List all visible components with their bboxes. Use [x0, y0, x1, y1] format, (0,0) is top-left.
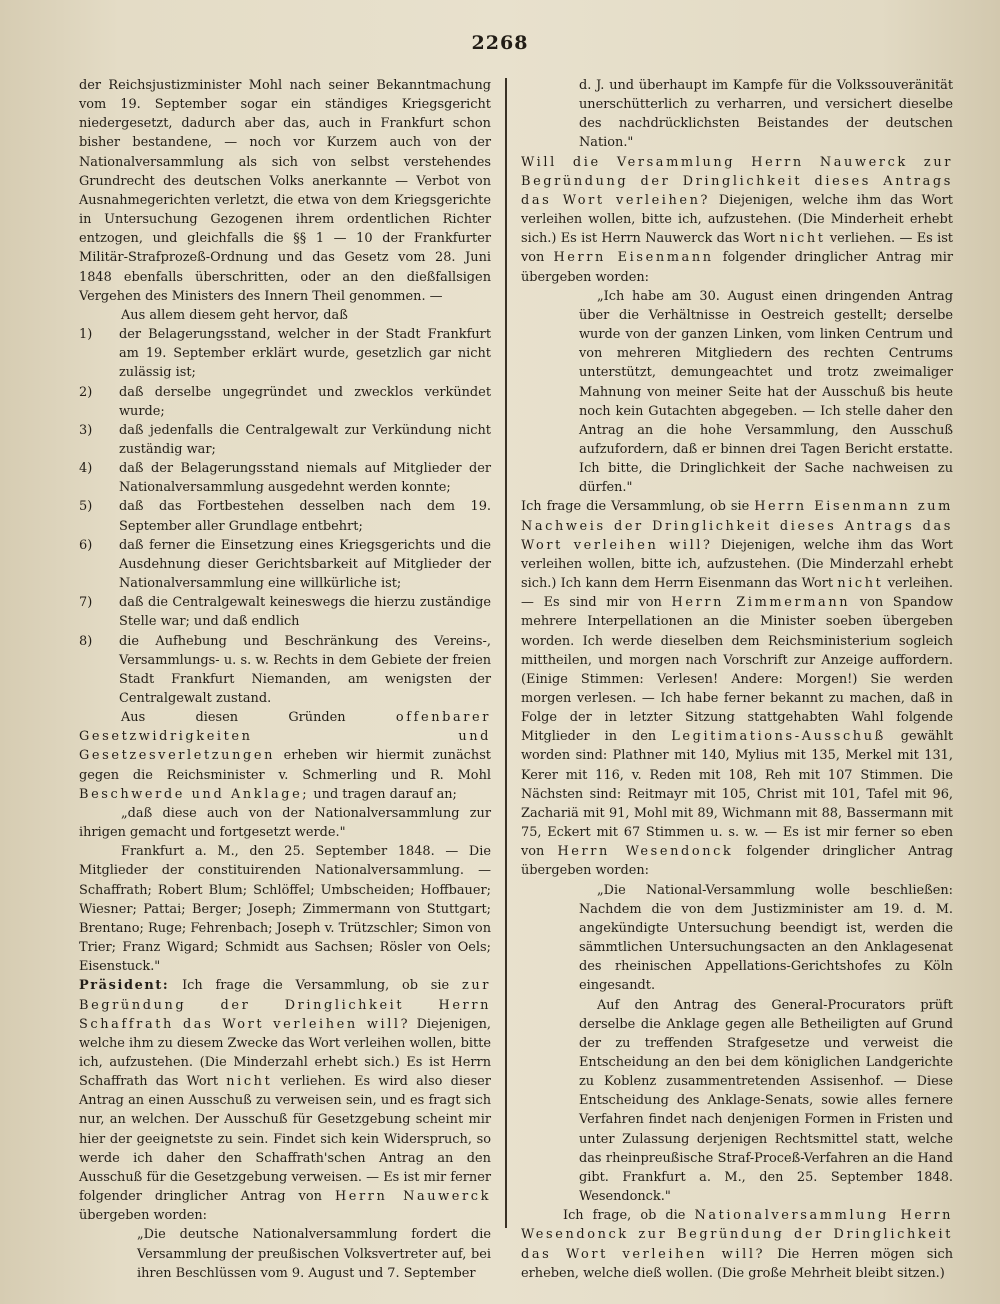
list-item: 1) der Belagerungsstand, welcher in der Stadt Frankfurt am 19. September erklärt wurde, gesetzlich gar nicht zulässig ist; [79, 327, 491, 381]
paragraph: Ich frage, ob die Nationalversammlung Herrn Wesendonck zur Begründung der Dringlichkeit das Wort verleihen will? Die Herren mögen sich erheben, welche dieß wollen. (Die große Mehrheit bleibt sitzen.) [521, 1208, 953, 1281]
speaker-label: Präsident: [79, 978, 170, 994]
page-number: 2268 [471, 32, 529, 54]
column-divider [505, 78, 507, 1228]
paragraph: Ich frage die Versammlung, ob sie Herrn Eisenmann zum Nachweis der Dringlichkeit dieses Antrags das Wort verleihen will? Diejenigen, welche ihm das Wort verleihen wollen, bitte ich, aufzustehen. (Die Minderzahl erhebt sich.) Ich kann dem Herrn Eisenmann das Wort nicht verleihen. — Es sind mir von Herrn Zimmermann von Spandow mehrere Interpellationen an die Minister soeben übergeben worden. Ich werde dieselben dem Reichsministerium sogleich mittheilen, und morgen nach Vorschrift zur Anzeige auffordern. (Einige Stimmen: Verlesen! Andere: Morgen!) Sie werden morgen verlesen. — Ich habe ferner bekannt zu machen, daß in Folge der in letzter Sitzung stattgehabten Wahl folgende Mitglieder in den Legitimations-Ausschuß gewählt worden sind: Plathner mit 140, Mylius mit 135, Merkel mit 131, Kerer mit 116, v. Reden mit 108, Reh mit 107 Stimmen. Die Nächsten sind: Reitmayr mit 105, Christ mit 101, Tafel mit 96, Zachariä mit 91, Mohl mit 89, Wichmann mit 88, Bassermann mit 75, Eckert mit 67 Stimmen u. s. w. — Es ist mir ferner so eben von Herrn Wesendonck folgender dringlicher Antrag übergeben worden: [521, 499, 953, 879]
list-item: 4) daß der Belagerungsstand niemals auf Mitglieder der Nationalversammlung ausgedehnt werden konnte; [79, 461, 491, 496]
quote: „Ich habe am 30. August einen dringenden Antrag über die Verhältnisse in Oestreich gestellt; derselbe wurde von der ganzen Linken, vom linken Centrum und von mehreren Mitgliedern des rechten Centrums unterstützt, demungeachtet und trotz zweimaliger Mahnung von meiner Seite hat der Ausschuß bis heute noch kein Gutachten abgegeben. — Ich stelle daher den Antrag an die hohe Versammlung, den Ausschuß aufzufordern, daß er binnen drei Tagen Bericht erstatte. Ich bitte, die Dringlichkeit der Sache nachweisen zu dürfen." [579, 288, 953, 496]
paragraph: der Reichsjustizminister Mohl nach seiner Bekanntmachung vom 19. September sogar ein ständiges Kriegsgericht niedergesetzt, dadurch aber das, auch in Frankfurt schon bisher bestandene, — noch vor Kurzem auch von der Nationalversammlung als sich von selbst verstehendes Grundrecht des deutschen Volks anerkannte — Verbot von Ausnahmegerichten verletzt, die etwa von dem Kriegsgerichte in Untersuchung Gezogenen ihrem ordentlichen Richter entzogen, und gleichfalls die §§ 1 — 10 der Frankfurter Militär-Strafprozeß-Ordnung und das Gesetz vom 28. Juni 1848 ebenfalls überschritten, oder an den dießfallsigen Vergehen des Ministers des Innern Theil genommen. — [79, 78, 491, 304]
right-column [521, 76, 953, 1283]
paragraph: Will die Versammlung Herrn Nauwerck zur Begründung der Dringlichkeit dieses Antrags das Wort verleihen? Diejenigen, welche ihm das Wort verleihen wollen, bitte ich, aufzustehen. (Die Minderheit erhebt sich.) Es ist Herrn Nauwerck das Wort nicht verliehen. — Es ist von Herrn Eisenmann folgender dringlicher Antrag mir übergeben worden: [521, 154, 953, 285]
list-item: 3) daß jedenfalls die Centralgewalt zur Verkündung nicht zuständig war; [79, 422, 491, 457]
quote: d. J. und überhaupt im Kampfe für die Volkssouveränität unerschütterlich zu verharren, und versichert dieselbe des nachdrücklichsten Beistandes der deutschen Nation." [579, 78, 953, 151]
list-item: 2) daß derselbe ungegründet und zwecklos verkündet wurde; [79, 384, 491, 419]
quote: „daß diese auch von der Nationalversammlung zur ihrigen gemacht und fortgesetzt werde." [79, 805, 491, 841]
paragraph: Aus allem diesem geht hervor, daß [121, 307, 348, 323]
quote: „Die deutsche Nationalversammlung fordert die Versammlung der preußischen Volksvertreter auf, bei ihren Beschlüssen vom 9. August und 7. September [137, 1227, 491, 1281]
paragraph: Aus diesen Gründen offenbarer Gesetzwidrigkeiten und Gesetzesverletzungen erheben wir hiermit zunächst gegen die Reichsminister v. Schmerling und R. Mohl Beschwerde und Anklage; und tragen darauf an; [79, 710, 491, 802]
list-item: 8) die Aufhebung und Beschränkung des Vereins-, Versammlungs- u. s. w. Rechts in dem Gebiete der freien Stadt Frankfurt Niemanden, am wenigsten der Centralgewalt zustand. [79, 633, 491, 706]
numbered-list [79, 325, 491, 708]
paragraph: Präsident: Ich frage die Versammlung, ob sie zur Begründung der Dringlichkeit Herrn Schaffrath das Wort verleihen will? Diejenigen, welche ihm zu diesem Zwecke das Wort verleihen wollen, bitte ich, aufzustehen. (Die Minderzahl erhebt sich.) Es ist Herrn Schaffrath das Wort nicht verliehen. Es wird also dieser Antrag an einen Ausschuß zu verweisen sein, und es fragt sich nur, an welchen. Der Ausschuß für Gesetzgebung scheint mir hier der geeignetste zu sein. Findet sich kein Widerspruch, so werde ich daher den Schaffrath'schen Antrag an den Ausschuß für die Gesetzgebung verweisen. — Es ist mir ferner folgender dringlicher Antrag von Herrn Nauwerck übergeben worden: [79, 978, 492, 1224]
quote: Auf den Antrag des General-Procurators prüft derselbe die Anklage gegen alle Betheiligten auf Grund der zu treffenden Strafgesetze und verweist die Entscheidung an den bei dem königlichen Landgerichte zu Koblenz zusammentretenden Assisenhof. — Diese Entscheidung des Anklage-Senats, sowie alles fernere Verfahren findet nach denjenigen Formen in Fristen und unter Zulassung derjenigen Rechtsmittel statt, welche das rheinpreußische Straf-Proceß-Verfahren an die Hand gibt. Frankfurt a. M., den 25. September 1848. Wesendonck." [579, 997, 953, 1205]
left-column [79, 76, 491, 1283]
list-item: 6) daß ferner die Einsetzung eines Kriegsgerichts und die Ausdehnung dieser Gerichtsbarkeit auf Mitglieder der Nationalversammlung eine willkürliche ist; [79, 537, 491, 592]
signatories: Frankfurt a. M., den 25. September 1848. — Die Mitglieder der constituirenden Nationalversammlung. — Schaffrath; Robert Blum; Schlöffel; Umbscheiden; Hoffbauer; Wiesner; Pattai; Berger; Joseph; Zimmermann von Stuttgart; Brentano; Ruge; Fehrenbach; Joseph v. Trützschler; Simon von Trier; Franz Wigard; Schmidt aus Sachsen; Rösler von Oels; Eisenstuck." [79, 844, 491, 975]
list-item: 5) daß das Fortbestehen desselben nach dem 19. September aller Grundlage entbehrt; [79, 499, 491, 534]
quote: „Die National-Versammlung wolle beschließen: Nachdem die von dem Justizminister am 19. d. M. angekündigte Untersuchung beendigt ist, werden die sämmtlichen Untersuchungsacten an den Anklagesenat des rheinischen Appellations-Gerichtshofes zu Köln eingesandt. [579, 882, 953, 994]
list-item: 7) daß die Centralgewalt keineswegs die hierzu zuständige Stelle war; und daß endlich [79, 595, 491, 630]
